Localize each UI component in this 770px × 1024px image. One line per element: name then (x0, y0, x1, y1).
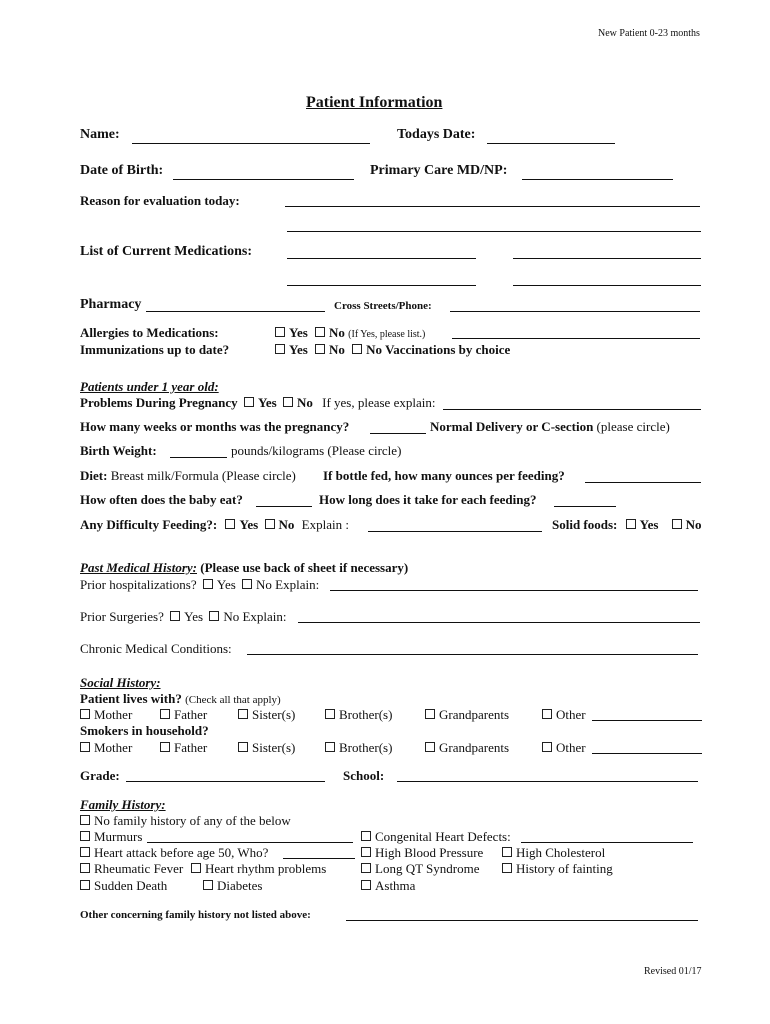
checkbox-icon[interactable] (80, 847, 90, 857)
cross-streets-field[interactable] (450, 311, 700, 312)
diet-row (80, 468, 296, 484)
how-often-label: How often does the baby eat? (80, 492, 243, 507)
checkbox-icon[interactable] (80, 863, 90, 873)
how-long-field[interactable] (554, 506, 616, 507)
lives-option-other[interactable]: Other (542, 707, 586, 723)
allergies-no-label: No (329, 325, 345, 340)
difficulty-label: Any Difficulty Feeding?: (80, 517, 218, 532)
hosp-yes-checkbox[interactable] (203, 579, 213, 589)
imm-yes-checkbox[interactable] (275, 344, 285, 354)
pregnancy-row (80, 395, 435, 411)
name-field[interactable] (132, 143, 370, 144)
diet-label: Diet: (80, 468, 108, 483)
difficulty-explain-field[interactable] (368, 531, 542, 532)
murmurs-field[interactable] (147, 842, 353, 843)
checkbox-icon[interactable] (160, 709, 170, 719)
infant-heading: Patients under 1 year old: (80, 379, 219, 394)
medication-field-4[interactable] (513, 285, 701, 286)
reason-field-1[interactable] (285, 206, 700, 207)
allergies-no-checkbox[interactable] (315, 327, 325, 337)
lives-with-label: Patient lives with? (80, 691, 182, 706)
fam-other-label: Other concerning family history not listed above: (80, 909, 311, 921)
lives-other-field[interactable] (592, 720, 702, 721)
delivery-label: Normal Delivery or C-section (430, 419, 594, 434)
fam-rheum[interactable]: Rheumatic Fever (80, 861, 183, 877)
imm-choice-label: No Vaccinations by choice (366, 342, 511, 357)
todays-date-field[interactable] (487, 143, 615, 144)
bottle-label: If bottle fed, how many ounces per feeding? (323, 468, 565, 483)
checkbox-icon[interactable] (80, 831, 90, 841)
smoker-option-mother[interactable]: Mother (80, 740, 132, 756)
lives-option-sister[interactable]: Sister(s) (238, 707, 295, 723)
checkbox-icon[interactable] (325, 709, 335, 719)
birth-weight-label: Birth Weight: (80, 443, 157, 458)
medication-field-2[interactable] (513, 258, 701, 259)
delivery-row (430, 419, 670, 435)
immunizations-options (275, 342, 510, 358)
smoker-option-father[interactable]: Father (160, 740, 207, 756)
checkbox-icon[interactable] (80, 709, 90, 719)
revised-date: Revised 01/17 (644, 966, 702, 977)
page-title: Patient Information (306, 94, 443, 111)
checkbox-icon[interactable] (80, 880, 90, 890)
checkbox-icon[interactable] (502, 847, 512, 857)
fam-diabetes[interactable]: Diabetes (203, 878, 262, 894)
surg-no-label: No Explain: (223, 609, 287, 624)
hosp-yes-label: Yes (216, 577, 236, 592)
checkbox-icon[interactable] (160, 742, 170, 752)
allergies-list-field[interactable] (452, 338, 700, 339)
checkbox-icon[interactable] (80, 815, 90, 825)
medication-field-1[interactable] (287, 258, 476, 259)
grade-field[interactable] (126, 781, 325, 782)
chronic-label: Chronic Medical Conditions: (80, 641, 232, 656)
primary-care-field[interactable] (522, 179, 673, 180)
fam-chol[interactable]: High Cholesterol (502, 845, 605, 861)
checkbox-icon[interactable] (361, 847, 371, 857)
cross-streets-label: Cross Streets/Phone: (334, 300, 432, 312)
pmh-heading: Past Medical History: (80, 560, 197, 575)
chronic-field[interactable] (247, 654, 698, 655)
lives-option-brother[interactable]: Brother(s) (325, 707, 392, 723)
checkbox-icon[interactable] (238, 709, 248, 719)
solid-yes-checkbox[interactable] (626, 519, 636, 529)
hosp-no-checkbox[interactable] (242, 579, 252, 589)
allergies-note: (If Yes, please list.) (348, 329, 426, 340)
fam-sudden[interactable]: Sudden Death (80, 878, 167, 894)
checkbox-icon[interactable] (80, 742, 90, 752)
heart-attack-field[interactable] (283, 858, 355, 859)
diff-yes-label: Yes (239, 517, 259, 532)
checkbox-icon[interactable] (425, 709, 435, 719)
fam-lqt[interactable]: Long QT Syndrome (361, 861, 479, 877)
weeks-field[interactable] (370, 433, 426, 434)
chd-field[interactable] (521, 842, 693, 843)
difficulty-row (80, 517, 349, 533)
fam-hbp[interactable]: High Blood Pressure (361, 845, 483, 861)
family-heading: Family History: (80, 797, 166, 812)
pmh-note: (Please use back of sheet if necessary) (200, 560, 409, 575)
allergies-label: Allergies to Medications: (80, 325, 219, 340)
preg-yes-label: Yes (257, 395, 277, 410)
pregnancy-explain-field[interactable] (443, 409, 701, 410)
medications-label: List of Current Medications: (80, 244, 252, 259)
checkbox-icon[interactable] (542, 742, 552, 752)
allergies-yes-label: Yes (289, 325, 308, 340)
diff-yes-checkbox[interactable] (225, 519, 235, 529)
solid-yes-label: Yes (639, 517, 659, 532)
primary-care-label: Primary Care MD/NP: (370, 163, 508, 178)
checkbox-icon[interactable] (325, 742, 335, 752)
checkbox-icon[interactable] (238, 742, 248, 752)
solid-no-label: No (685, 517, 702, 532)
pharmacy-label: Pharmacy (80, 297, 142, 312)
dob-field[interactable] (173, 179, 354, 180)
how-long-label: How long does it take for each feeding? (319, 492, 537, 507)
reason-field-2[interactable] (287, 231, 701, 232)
surg-explain-field[interactable] (298, 622, 700, 623)
surg-row (80, 609, 287, 625)
lives-option-mother[interactable]: Mother (80, 707, 132, 723)
imm-no-checkbox[interactable] (315, 344, 325, 354)
imm-choice-checkbox[interactable] (352, 344, 362, 354)
solid-no-checkbox[interactable] (672, 519, 682, 529)
birth-weight-field[interactable] (170, 457, 227, 458)
checkbox-icon[interactable] (425, 742, 435, 752)
hosp-row (80, 577, 319, 593)
delivery-note: (please circle) (596, 419, 670, 434)
checkbox-icon[interactable] (502, 863, 512, 873)
smoker-option-other[interactable]: Other (542, 740, 586, 756)
school-field[interactable] (397, 781, 698, 782)
fam-none[interactable]: No family history of any of the below (80, 813, 291, 829)
preg-no-label: No (296, 395, 313, 410)
lives-option-father[interactable]: Father (160, 707, 207, 723)
surg-yes-checkbox[interactable] (170, 611, 180, 621)
checkbox-icon[interactable] (203, 880, 213, 890)
dob-label: Date of Birth: (80, 163, 164, 178)
diff-no-label: No (278, 517, 295, 532)
smokers-label: Smokers in household? (80, 723, 209, 738)
hosp-explain-field[interactable] (330, 590, 698, 591)
preg-explain-label: If yes, please explain: (322, 395, 436, 410)
checkbox-icon[interactable] (361, 863, 371, 873)
checkbox-icon[interactable] (191, 863, 201, 873)
how-often-field[interactable] (256, 506, 312, 507)
smoker-option-brother[interactable]: Brother(s) (325, 740, 392, 756)
imm-yes-label: Yes (289, 342, 308, 357)
birth-weight-units: pounds/kilograms (Please circle) (231, 443, 402, 458)
medication-field-3[interactable] (287, 285, 476, 286)
fam-murmurs[interactable]: Murmurs (80, 829, 142, 845)
fam-heart-attack[interactable]: Heart attack before age 50, Who? (80, 845, 268, 861)
smoker-option-sister[interactable]: Sister(s) (238, 740, 295, 756)
checkbox-icon[interactable] (542, 709, 552, 719)
pharmacy-field[interactable] (146, 311, 325, 312)
lives-with-row (80, 691, 281, 707)
checkbox-icon[interactable] (361, 831, 371, 841)
allergies-options (275, 325, 425, 341)
diff-no-checkbox[interactable] (265, 519, 275, 529)
bottle-field[interactable] (585, 482, 701, 483)
surg-label: Prior Surgeries? (80, 609, 164, 624)
surg-yes-label: Yes (184, 609, 204, 624)
lives-with-note: (Check all that apply) (185, 694, 281, 706)
fam-chd[interactable]: Congenital Heart Defects: (361, 829, 511, 845)
solid-row (552, 517, 702, 533)
grade-label: Grade: (80, 768, 120, 783)
reason-label: Reason for evaluation today: (80, 193, 240, 208)
fam-fainting[interactable]: History of fainting (502, 861, 613, 877)
social-heading: Social History: (80, 675, 161, 690)
checkbox-icon[interactable] (361, 880, 371, 890)
preg-yes-checkbox[interactable] (244, 397, 254, 407)
fam-rhythm[interactable]: Heart rhythm problems (191, 861, 326, 877)
surg-no-checkbox[interactable] (209, 611, 219, 621)
diff-explain-label: Explain : (301, 517, 349, 532)
hosp-no-label: No Explain: (256, 577, 320, 592)
immunizations-label: Immunizations up to date? (80, 342, 230, 357)
form-id: New Patient 0-23 months (598, 28, 700, 39)
fam-asthma[interactable]: Asthma (361, 878, 415, 894)
diet-options: Breast milk/Formula (Please circle) (110, 468, 296, 483)
school-label: School: (343, 768, 385, 783)
smoker-option-grandparents[interactable]: Grandparents (425, 740, 509, 756)
todays-date-label: Todays Date: (397, 127, 476, 142)
name-label: Name: (80, 127, 120, 142)
lives-option-grandparents[interactable]: Grandparents (425, 707, 509, 723)
preg-no-checkbox[interactable] (283, 397, 293, 407)
imm-no-label: No (329, 342, 345, 357)
solid-label: Solid foods: (552, 517, 618, 532)
hosp-label: Prior hospitalizations? (80, 577, 197, 592)
weeks-label: How many weeks or months was the pregnancy? (80, 419, 350, 434)
pregnancy-label: Problems During Pregnancy (80, 395, 238, 410)
fam-other-field[interactable] (346, 920, 698, 921)
pmh-heading-row (80, 560, 408, 576)
allergies-yes-checkbox[interactable] (275, 327, 285, 337)
smoker-other-field[interactable] (592, 753, 702, 754)
